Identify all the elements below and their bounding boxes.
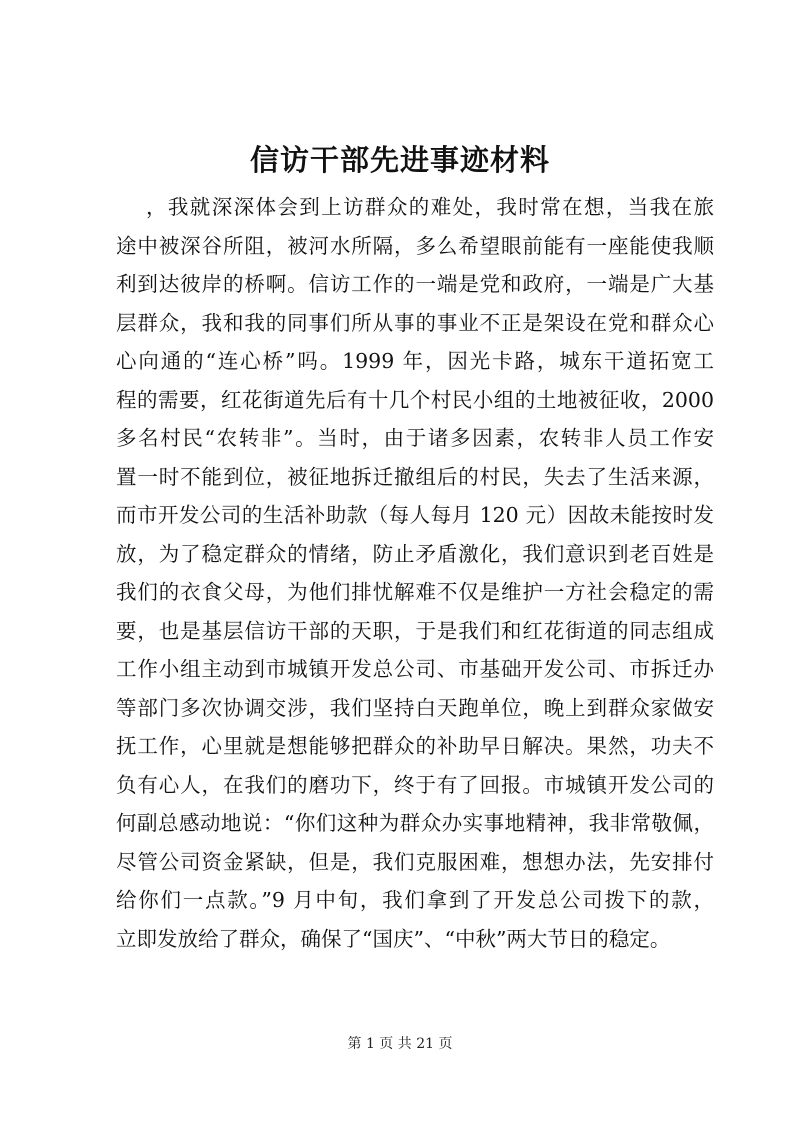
- body-line: 心向通的“连心桥”吗。1999 年，因光卡路，城东干道拓宽工: [116, 349, 714, 373]
- document-body: [116, 188, 714, 958]
- body-line: 等部门多次协调交涉，我们坚持白天跑单位，晚上到群众家做安: [116, 695, 714, 720]
- body-line: 程的需要，红花街道先后有十几个村民小组的土地被征收，2000: [116, 387, 714, 412]
- body-line: 放，为了稳定群众的情绪，防止矛盾激化，我们意识到老百姓是: [116, 541, 714, 566]
- body-line: 给你们一点款。”9 月中旬，我们拿到了开发总公司拨下的款，: [116, 888, 714, 912]
- body-line: 负有心人，在我们的磨功下，终于有了回报。市城镇开发公司的: [116, 772, 714, 797]
- body-line: 利到达彼岸的桥啊。信访工作的一端是党和政府，一端是广大基: [116, 272, 714, 296]
- document-title: 信访干部先进事迹材料: [249, 143, 550, 177]
- body-line: 多名村民“农转非”。当时，由于诸多因素，农转非人员工作安: [116, 426, 714, 450]
- body-line: 要，也是基层信访干部的天职，于是我们和红花街道的同志组成: [116, 618, 714, 643]
- body-line: 途中被深谷所阻，被河水所隔，多么希望眼前能有一座能使我顺: [116, 233, 714, 258]
- body-line: 工作小组主动到市城镇开发总公司、市基础开发公司、市拆迁办: [116, 657, 714, 681]
- body-line: 何副总感动地说：“你们这种为群众办实事地精神，我非常敬佩，: [116, 811, 714, 835]
- body-line: 尽管公司资金紧缺，但是，我们克服困难，想想办法，先安排付: [116, 849, 714, 874]
- body-line: 而市开发公司的生活补助款（每人每月 120 元）因故未能按时发: [116, 503, 714, 527]
- body-line: 抚工作，心里就是想能够把群众的补助早日解决。果然，功夫不: [116, 734, 714, 758]
- page-number-footer: 第 1 页 共 21 页: [347, 1036, 453, 1052]
- body-line: 层群众，我和我的同事们所从事的事业不正是架设在党和群众心: [116, 310, 714, 335]
- body-line: ，我就深深体会到上访群众的难处，我时常在想，当我在旅: [146, 195, 714, 219]
- body-line: 置一时不能到位，被征地拆迁撤组后的村民，失去了生活来源，: [116, 464, 714, 489]
- body-line: 我们的衣食父母，为他们排忧解难不仅是维护一方社会稳定的需: [116, 580, 714, 604]
- body-line: 立即发放给了群众，确保了“国庆”、“中秋”两大节日的稳定。: [116, 926, 671, 951]
